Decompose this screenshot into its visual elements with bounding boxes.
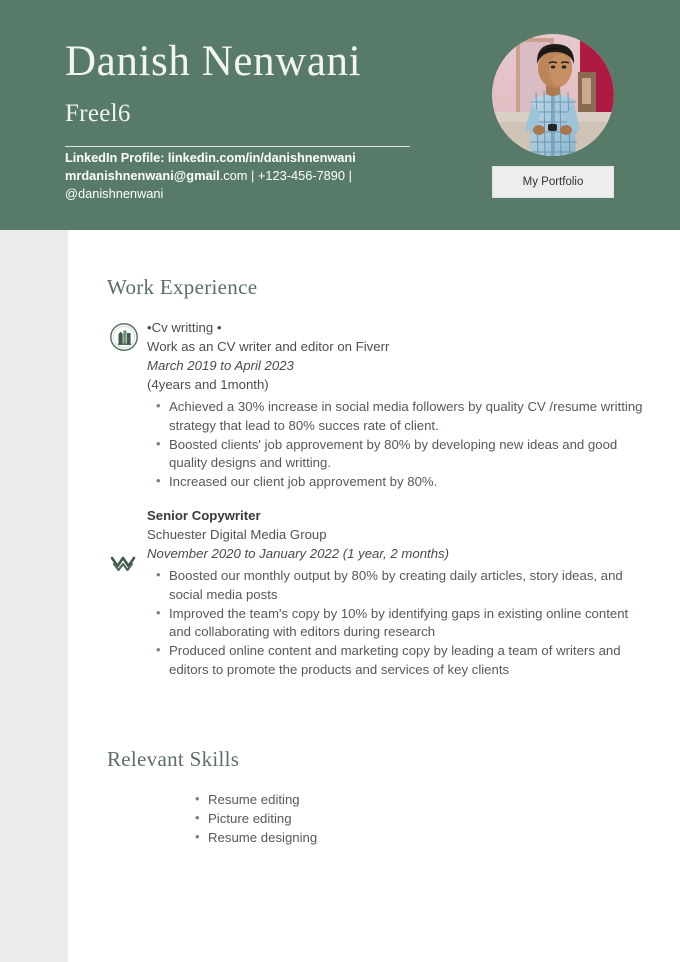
page-title: Danish Nenwani: [65, 38, 362, 85]
left-gutter: [0, 230, 68, 962]
company-building-icon: [107, 320, 141, 354]
job-entry: [107, 318, 647, 492]
job-body: [147, 318, 647, 492]
skills-list: [208, 790, 317, 847]
list-item: • Picture editing: [208, 809, 317, 828]
portfolio-button[interactable]: My Portfolio: [492, 166, 614, 198]
avatar: [492, 34, 614, 156]
job-bullet-list: [147, 567, 647, 680]
list-item: • Resume designing: [208, 828, 317, 847]
job-role: Senior Copywriter: [147, 508, 261, 523]
social-handle[interactable]: @danishnenwani: [65, 186, 164, 201]
job-dates: November 2020 to January 2022 (1 year, 2 months): [147, 546, 450, 561]
header-band: [0, 0, 680, 230]
header-text-block: [65, 40, 425, 126]
headline: Freel6: [65, 100, 131, 127]
list-item: • Boosted clients' job approvement by 80% by developing new ideas and good quality designs and writting.: [169, 436, 647, 474]
section-title-work-experience: Work Experience: [107, 275, 258, 299]
linkedin-line[interactable]: LinkedIn Profile: linkedin.com/in/danishnenwani: [65, 150, 356, 165]
job-description: Work as an CV writer and editor on Fiverr: [147, 339, 390, 354]
job-company: Schuester Digital Media Group: [147, 527, 327, 542]
list-item: • Achieved a 30% increase in social media followers by quality CV /resume writting strategy that lead to 80% succes rate of client.: [169, 398, 647, 436]
section-title-relevant-skills: Relevant Skills: [107, 747, 240, 771]
email-local: mrdanishnenwani@gmail: [65, 168, 220, 183]
list-item: • Produced online content and marketing copy by leading a team of writers and editors to promote the products and services of key clients: [169, 642, 647, 680]
list-item: • Resume editing: [208, 790, 317, 809]
job-bullet-list: [147, 398, 647, 492]
job-entry: [107, 506, 647, 680]
job-dates: March 2019 to April 2023: [147, 358, 294, 373]
list-item: • Improved the team's copy by 10% by identifying gaps in existing online content and collaborating with editors during research: [169, 605, 647, 643]
contact-divider: [65, 146, 410, 147]
resume-content: [68, 230, 680, 962]
zigzag-chevron-icon: [107, 546, 141, 580]
profile-photo-icon: [492, 34, 614, 156]
job-bullet-title: •Cv writting •: [147, 320, 222, 335]
job-body: [147, 506, 647, 680]
contact-block: [65, 149, 435, 203]
job-duration: (4years and 1month): [147, 377, 269, 392]
list-item: • Boosted our monthly output by 80% by creating daily articles, story ideas, and social media posts: [169, 567, 647, 605]
list-item: • Increased our client job approvement by 80%.: [169, 473, 647, 492]
email-domain-phone: .com | +123-456-7890 |: [219, 168, 352, 183]
email-phone-line[interactable]: [65, 167, 435, 185]
